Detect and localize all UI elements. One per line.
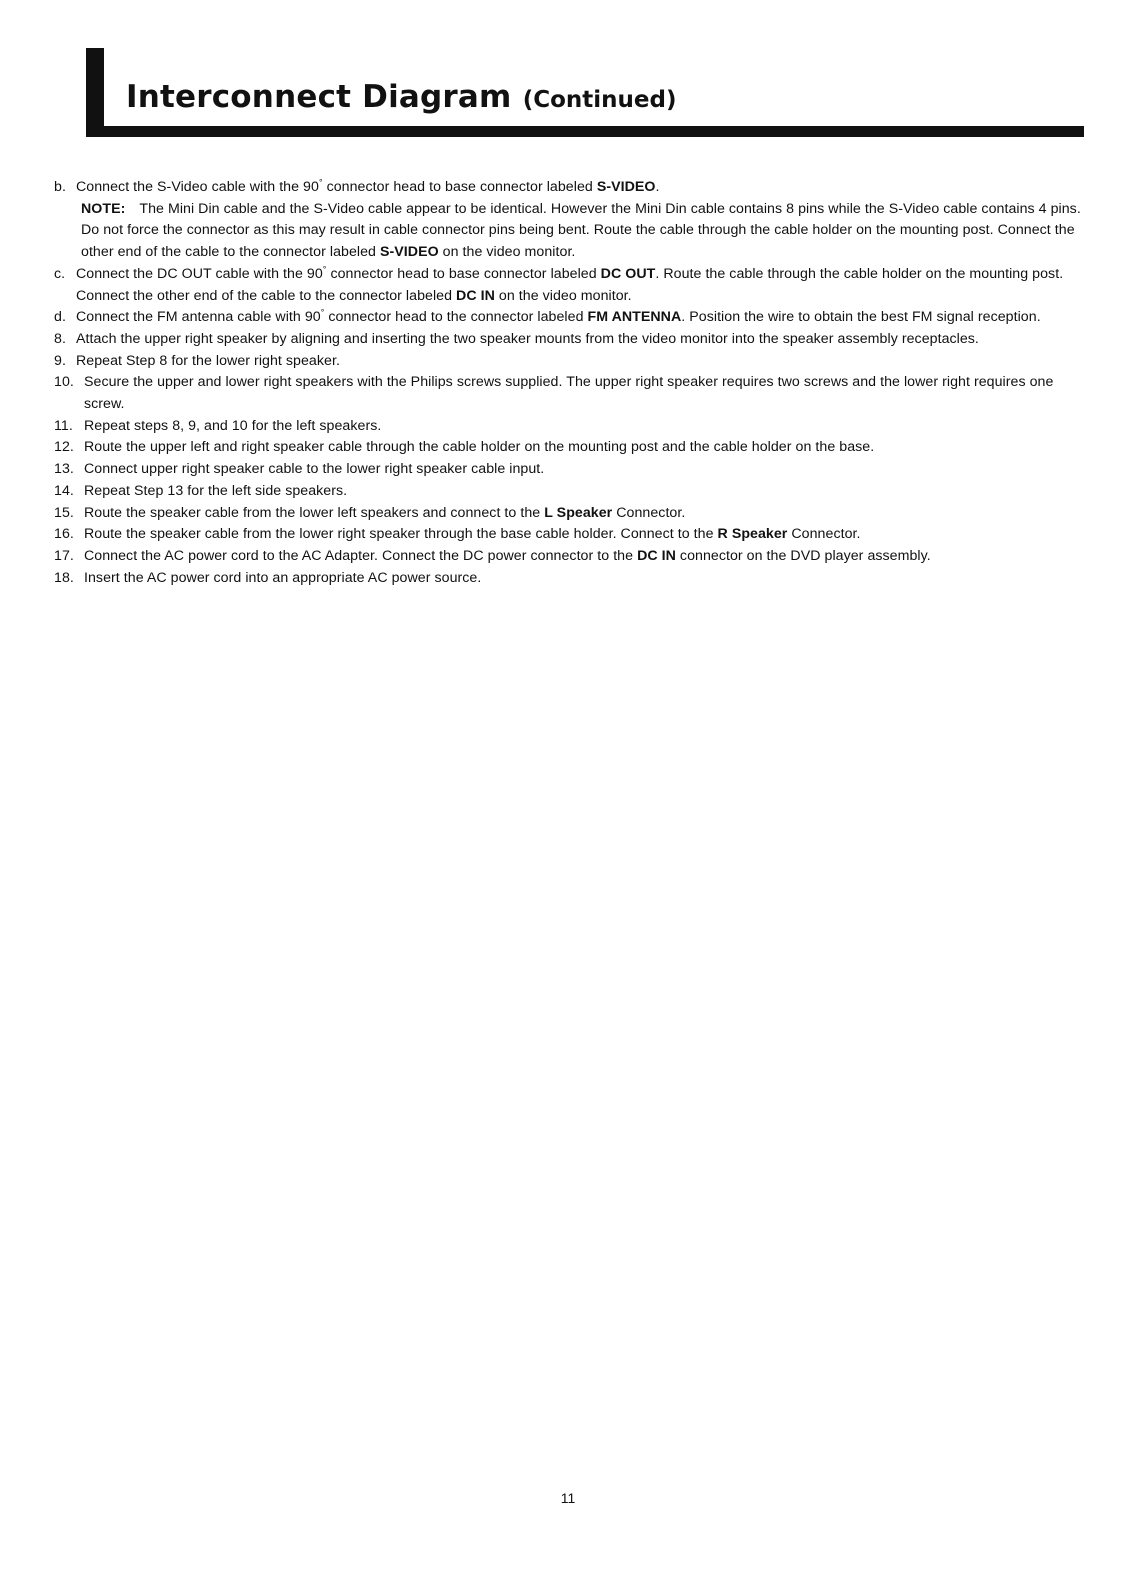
label-s-video: S-VIDEO xyxy=(379,244,439,261)
label-dc-in: DC IN xyxy=(637,547,676,564)
step-10: 10. Secure the upper and lower right speakers with the Philips screws supplied. The upper right speaker requires two screws and the lower right requires one screw. xyxy=(54,374,1054,413)
step-17: 17. Connect the AC power cord to the AC Adapter. Connect the DC power connector to the DC IN connector on the DVD player assembly. xyxy=(54,546,1084,568)
step-c: c. Connect the DC OUT cable with the 90° connector head to base connector labeled DC OUT. Route the cable through the cable holder on the mounting post. Connect the other end of the cable to the connector labeled DC IN on the video monitor. xyxy=(54,264,1064,304)
step-number: 18. xyxy=(54,569,74,586)
step-number: 15. xyxy=(54,504,74,521)
label-r-speaker: R Speaker xyxy=(717,526,788,543)
label-l-speaker: L Speaker xyxy=(544,504,613,521)
step-b: b. Connect the S-Video cable with the 90° connector head to base connector labeled S-VIDEO. xyxy=(54,177,1084,199)
step-number: 14. xyxy=(54,482,74,499)
step-number: d. xyxy=(54,309,66,326)
instructions-list xyxy=(54,177,1084,589)
step-number: 9. xyxy=(54,352,66,369)
step-9: 9. Repeat Step 8 for the lower right speaker. xyxy=(54,351,1084,373)
step-13: 13. Connect upper right speaker cable to the lower right speaker cable input. xyxy=(54,459,1084,481)
step-number: 16. xyxy=(54,526,74,543)
step-number: 13. xyxy=(54,461,74,478)
step-number: 11. xyxy=(54,417,73,434)
degree-symbol: ° xyxy=(318,177,323,188)
step-number: 8. xyxy=(54,330,66,347)
degree-symbol: ° xyxy=(322,264,327,275)
step-15: 15. Route the speaker cable from the lower left speakers and connect to the L Speaker Connector. xyxy=(54,503,1084,525)
step-8: 8. Attach the upper right speaker by aligning and inserting the two speaker mounts from the video monitor into the speaker assembly receptacles. xyxy=(54,329,1084,351)
note-label: NOTE: xyxy=(81,200,126,217)
page-number: 11 xyxy=(560,1490,576,1506)
page-title-main: Interconnect Diagram xyxy=(126,79,512,115)
step-number: 17. xyxy=(54,547,74,564)
step-11: 11. Repeat steps 8, 9, and 10 for the left speakers. xyxy=(54,416,1084,438)
degree-symbol: ° xyxy=(320,307,325,318)
label-dc-out: DC OUT xyxy=(600,265,656,282)
title-underline-bar xyxy=(86,126,1084,137)
page-title-continued: (Continued) xyxy=(522,87,677,113)
step-number: 12. xyxy=(54,439,74,456)
step-number: 10. xyxy=(54,374,74,391)
step-12: 12. Route the upper left and right speaker cable through the cable holder on the mounting post and the cable holder on the base. xyxy=(54,437,1084,459)
label-dc-in: DC IN xyxy=(456,287,495,304)
title-bar-vertical xyxy=(86,48,104,136)
step-14: 14. Repeat Step 13 for the left side speakers. xyxy=(54,481,1084,503)
step-16: 16. Route the speaker cable from the lower right speaker through the base cable holder. Connect to the R Speaker Connector. xyxy=(54,524,1084,546)
step-number: b. xyxy=(54,179,66,195)
page-title xyxy=(126,80,676,113)
step-number: c. xyxy=(54,265,66,282)
label-fm-antenna: FM ANTENNA xyxy=(587,309,682,326)
note-paragraph: NOTE: The Mini Din cable and the S-Video cable appear to be identical. However the Mini Din cable contains 8 pins while the S-Video cable contains 4 pins. Do not force the connector as this may result in cable connector pins being bent. Route the cable through the cable holder on the mounting post. Connect the other end of the cable to the connector labeled S-VIDEO on the video monitor. xyxy=(81,200,1081,261)
label-s-video: S-VIDEO xyxy=(596,179,656,195)
step-d: d. Connect the FM antenna cable with 90° connector head to the connector labeled FM ANTENNA. Position the wire to obtain the best FM signal reception. xyxy=(54,307,1084,329)
step-18: 18. Insert the AC power cord into an appropriate AC power source. xyxy=(54,568,1084,590)
